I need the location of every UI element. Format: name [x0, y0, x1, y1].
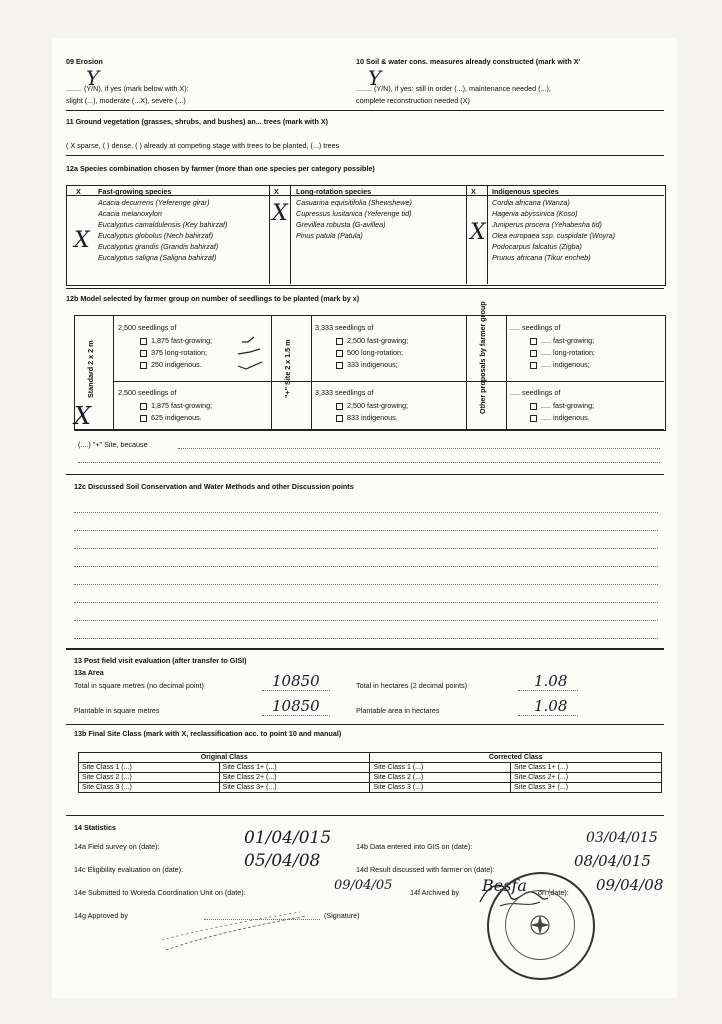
archived-label: 14f Archived by [410, 888, 460, 897]
other1-head: ..... seedlings of [510, 323, 561, 332]
site-class-cell[interactable]: Site Class 3 (...) [370, 783, 511, 793]
plantable-ha-field[interactable] [518, 715, 578, 716]
fast-species: Acacia melanoxylon [98, 209, 162, 218]
long-selected-mark: X [272, 201, 288, 226]
site-because-line[interactable] [178, 448, 660, 449]
indigenous-x-header: X [471, 187, 476, 196]
discussion-line[interactable] [74, 584, 658, 585]
site-class-cell[interactable]: Site Class 1+ (...) [511, 763, 662, 773]
divider [66, 648, 664, 650]
other2-head: ..... seedlings of [510, 388, 561, 397]
swc-title: 10 Soil & water cons. measures already constructed (mark with X' [356, 57, 581, 66]
other2-item: ..... fast-growing; [530, 401, 594, 410]
result-discussed-label: 14d Result discussed with farmer on (date): [356, 865, 495, 874]
species-title: 12a Species combination chosen by farmer (more than one species per category possible) [66, 164, 375, 173]
swc-state-line: complete reconstruction needed (X) [356, 96, 470, 105]
total-ha-label: Total in hectares (2 decimal points) [356, 681, 468, 690]
fast-growing-header: Fast-growing species [98, 187, 172, 196]
other2-item: ..... indigenous. [530, 413, 590, 422]
plus2-head: 3,333 seedlings of [315, 388, 374, 397]
plantable-sqm-field[interactable] [262, 715, 330, 716]
submitted-date: 09/04/05 [334, 878, 393, 893]
plantable-ha-value: 1.08 [534, 697, 568, 715]
fast-selected-mark: X [74, 228, 90, 253]
plantable-sqm-value: 10850 [272, 697, 320, 715]
check-marks [236, 334, 272, 372]
submitted-label: 14e Submitted to Woreda Coordination Unit on (date): [74, 888, 246, 897]
long-species: Cupressus lusitanica (Yeferenge tid) [296, 209, 412, 218]
archived-date: 09/04/08 [596, 876, 664, 894]
total-sqm-value: 10850 [272, 672, 320, 690]
site-class-cell[interactable]: Site Class 1 (...) [79, 763, 220, 773]
eligibility-date: 05/04/08 [244, 851, 321, 871]
plus1-item: 333 indigenous; [336, 360, 398, 369]
erosion-yes-handwriting: Y [86, 66, 100, 90]
long-species: Grevillea robusta (G-avillea) [296, 220, 386, 229]
plus2-item: 2,500 fast-growing; [336, 401, 408, 410]
discussion-line[interactable] [74, 530, 658, 531]
swc-yes-handwriting: Y [368, 66, 382, 90]
discussion-line[interactable] [74, 620, 658, 621]
approved-label: 14g Approved by [74, 911, 128, 920]
model-title: 12b Model selected by farmer group on number of seedlings to be planted (mark by x) [66, 294, 360, 303]
std1-item: 375 long-rotation; [140, 348, 207, 357]
eligibility-label: 14c Eligibility evaluation on (date): [74, 865, 184, 874]
total-ha-value: 1.08 [534, 672, 568, 690]
col-rule [487, 185, 488, 284]
std2-item: 625 indigenous. [140, 413, 202, 422]
vegetation-options: ( X sparse, ( ) dense, ( ) already at competing stage with trees to be planted, (...) trees [66, 141, 340, 150]
gis-entry-label: 14b Data entered into GIS on (date): [356, 842, 473, 851]
site-class-cell[interactable]: Site Class 1 (...) [370, 763, 511, 773]
archived-on-label: on (date): [538, 888, 569, 897]
site-class-cell[interactable]: Site Class 2+ (...) [219, 773, 370, 783]
divider [66, 288, 664, 289]
std1-item: 250 indigenous. [140, 360, 202, 369]
ind-species: Hagenia abyssinica (Koso) [492, 209, 578, 218]
ind-selected-mark: X [470, 220, 486, 245]
discussion-line[interactable] [74, 512, 658, 513]
plus1-item: 2,500 fast-growing; [336, 336, 408, 345]
model-row-rule [113, 381, 664, 382]
discussion-line[interactable] [74, 566, 658, 567]
site-because-line[interactable] [78, 462, 660, 463]
indigenous-header: Indigenous species [492, 187, 559, 196]
plantable-sqm-label: Plantable in square metres [74, 706, 160, 715]
site-class-cell[interactable]: Site Class 2+ (...) [511, 773, 662, 783]
std2-item: 1,875 fast-growing; [140, 401, 212, 410]
swc-yn-line: ........ (Y/N), if yes: still in order (...), maintenance needed (...), [356, 84, 551, 93]
std2-head: 2,500 seedlings of [118, 388, 177, 397]
total-ha-field[interactable] [518, 690, 578, 691]
erosion-yn-line: ........ (Y/N), if yes (mark below with X): [66, 84, 189, 93]
plus-site-label: "+" Site 2 x 1.5 m [283, 339, 292, 398]
discussion-line[interactable] [74, 602, 658, 603]
site-class-cell[interactable]: Site Class 3+ (...) [511, 783, 662, 793]
site-class-table [78, 752, 662, 793]
site-class-title: 13b Final Site Class (mark with X, reclassification acc. to point 10 and manual) [74, 729, 342, 738]
ind-species: Podocarpus falcatus (Zigba) [492, 242, 582, 251]
total-sqm-label: Total in square metres (no decimal point) [74, 681, 204, 690]
ind-species: Prunus africana (Tikur encheb) [492, 253, 591, 262]
discussion-line[interactable] [74, 548, 658, 549]
long-species: Pinus patula (Patula) [296, 231, 363, 240]
gis-entry-date: 03/04/015 [586, 830, 658, 846]
plus1-item: 500 long-rotation; [336, 348, 403, 357]
fast-species: Eucalyptus saligna (Saligna bahirzaf) [98, 253, 217, 262]
std1-head: 2,500 seedlings of [118, 323, 177, 332]
field-survey-date: 01/04/015 [244, 828, 332, 848]
approver-stamp-text [160, 910, 310, 958]
fast-species: Eucalyptus camaldulensis (Key bahirzaf) [98, 220, 228, 229]
long-rotation-x-header: X [274, 187, 279, 196]
archived-by-name: Besfa [482, 876, 527, 895]
col-rule [290, 185, 291, 284]
total-sqm-field[interactable] [262, 690, 330, 691]
divider [66, 155, 664, 156]
long-rotation-header: Long-rotation species [296, 187, 372, 196]
plantable-ha-label: Plantable area in hectares [356, 706, 440, 715]
species-x-header: X [76, 187, 81, 196]
ind-species: Juniperus procera (Yehabesha tid) [492, 220, 602, 229]
standard-label: Standard 2 x 2 m [86, 340, 95, 398]
erosion-title: 09 Erosion [66, 57, 103, 66]
std1-item: 1,875 fast-growing; [140, 336, 212, 345]
divider [66, 110, 664, 111]
ind-species: Cordia africana (Wanza) [492, 198, 570, 207]
plus1-head: 3,333 seedlings of [315, 323, 374, 332]
other1-item: ..... fast-growing; [530, 336, 594, 345]
fast-species: Acacia decurrens (Yeferenge girar) [98, 198, 210, 207]
plus2-item: 833 indigenous. [336, 413, 398, 422]
area-title: 13a Area [74, 668, 104, 677]
site-class-cell[interactable]: Site Class 2 (...) [79, 773, 220, 783]
divider [66, 724, 664, 725]
model-row-rule [74, 429, 664, 430]
standard-selected-mark: X [74, 402, 92, 430]
ind-species: Olea europaea ssp. cuspidate (Woyra) [492, 231, 616, 240]
post-visit-title: 13 Post field visit evaluation (after transfer to GISI) [74, 656, 247, 665]
divider [66, 815, 664, 816]
field-survey-label: 14a Field survey on (date): [74, 842, 160, 851]
signature-label: (Signature) [324, 911, 360, 920]
seal-emblem-icon [520, 905, 560, 945]
other1-item: ..... indigenous; [530, 360, 590, 369]
col-rule [269, 185, 270, 284]
fast-species: Eucalyptus grandis (Grandis bahirzaf) [98, 242, 219, 251]
discussion-line[interactable] [74, 638, 658, 639]
site-because-label: (....) "+" Site, because [78, 440, 148, 449]
other1-item: ..... long-rotation; [530, 348, 595, 357]
site-class-cell[interactable]: Site Class 1+ (...) [219, 763, 370, 773]
erosion-severity-line: slight (...), moderate (...X), severe (...) [66, 96, 186, 105]
site-class-cell[interactable]: Site Class 2 (...) [370, 773, 511, 783]
fast-species: Eucalyptus globolus (Nech bahirzaf) [98, 231, 214, 240]
site-class-cell[interactable]: Site Class 3 (...) [79, 783, 220, 793]
other-proposals-label: Other proposals by farmer group [478, 301, 487, 414]
col-rule [466, 185, 467, 284]
statistics-title: 14 Statistics [74, 823, 116, 832]
site-class-cell[interactable]: Site Class 3+ (...) [219, 783, 370, 793]
divider [66, 474, 664, 475]
long-species: Casuarina equisitifolia (Shewshewe) [296, 198, 412, 207]
original-class-header: Original Class [79, 753, 370, 763]
result-discussed-date: 08/04/015 [574, 852, 651, 870]
corrected-class-header: Corrected Class [370, 753, 662, 763]
discussion-title: 12c Discussed Soil Conservation and Water Methods and other Discussion points [74, 482, 354, 491]
vegetation-title: 11 Ground vegetation (grasses, shrubs, and bushes) an... trees (mark with X) [66, 117, 329, 126]
